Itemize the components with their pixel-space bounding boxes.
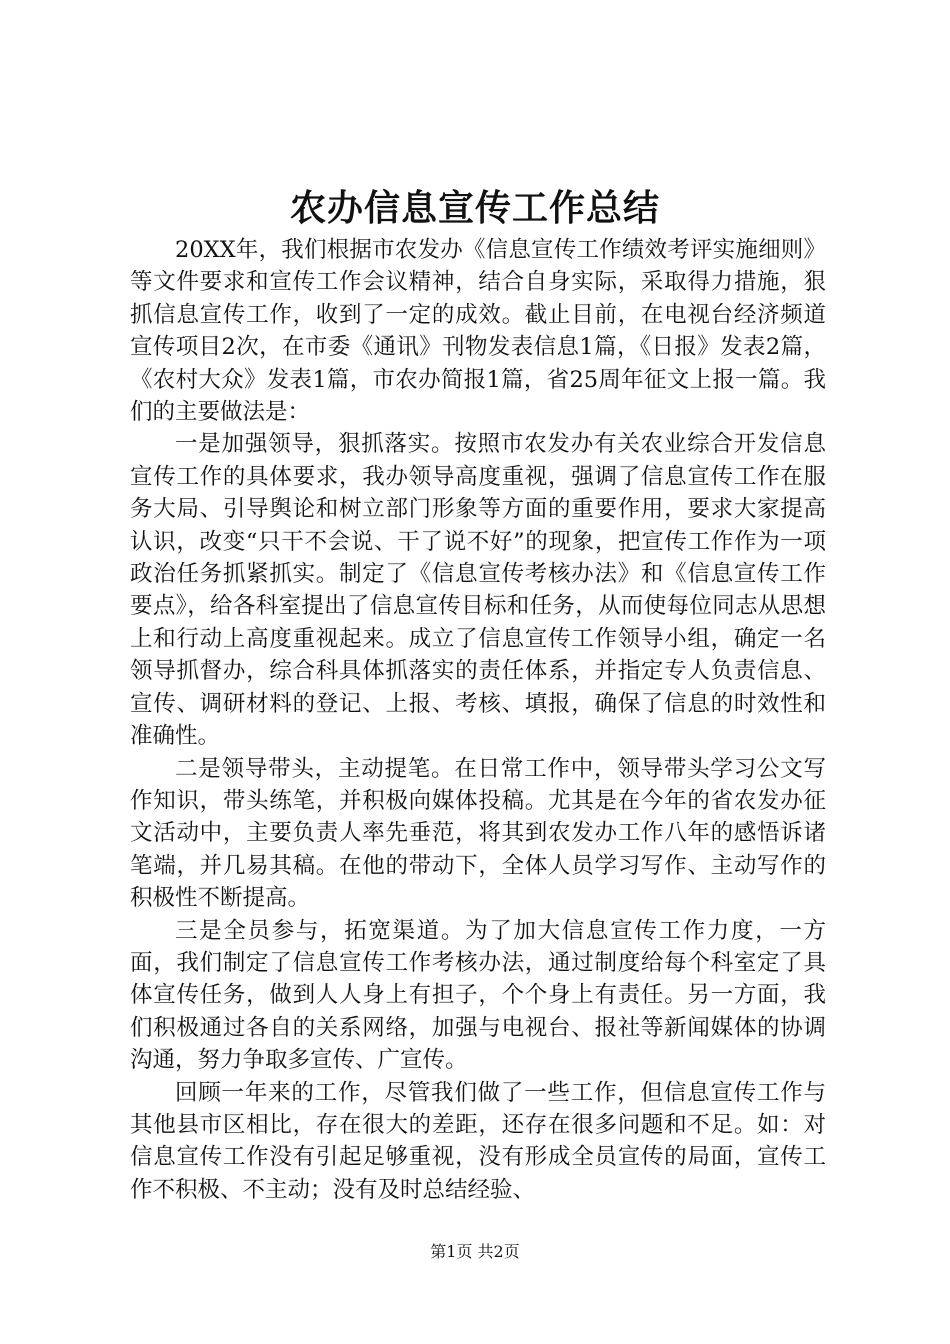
paragraph-leadership: 一是加强领导，狠抓落实。按照市农发办有关农业综合开发信息宣传工作的具体要求，我办领导高度重视，强调了信息宣传工作在服务大局、引导舆论和树立部门形象等方面的重要作用，要求大家提高认识，改变“只干不会说、干了说不好”的现象，把宣传工作作为一项政治任务抓紧抓实。制定了《信息宣传考核办法》和《信息宣传工作要点》，给各科室提出了信息宣传目标和任务，从而使每位同志从思想上和行动上高度重视起来。成立了信息宣传工作领导小组，确定一名领导抓督办，综合科具体抓落实的责任体系，并指定专人负责信息、宣传、调研材料的登记、上报、考核、填报，确保了信息的时效性和准确性。 [130, 431, 826, 750]
paragraph-lead-by-example: 二是领导带头，主动提笔。在日常工作中，领导带头学习公文写作知识，带头练笔，并积极向媒体投稿。尤其是在今年的省农发办征文活动中，主要负责人率先垂范，将其到农发办工作八年的感悟诉诸笔端，并几易其稿。在他的带动下，全体人员学习写作、主动写作的积极性不断提高。 [130, 755, 826, 912]
paragraph-intro: 20XX年，我们根据市农发办《信息宣传工作绩效考评实施细则》等文件要求和宣传工作会议精神，结合自身实际，采取得力措施，狠抓信息宣传工作，收到了一定的成效。截止目前，在电视台经济频道宣传项目2次，在市委《通讯》刊物发表信息1篇，《日报》发表2篇，《农村大众》发表1篇，市农办简报1篇，省25周年征文上报一篇。我们的主要做法是： [130, 237, 826, 426]
paragraph-review: 回顾一年来的工作，尽管我们做了一些工作，但信息宣传工作与其他县市区相比，存在很大的差距，还存在很多问题和不足。如：对信息宣传工作没有引起足够重视，没有形成全员宣传的局面，宣传工作不积极、不主动；没有及时总结经验、 [130, 1079, 826, 1203]
document-body [130, 234, 826, 1206]
page-number-footer: 第1页 共2页 [430, 1242, 520, 1261]
document-title: 农办信息宣传工作总结 [289, 187, 660, 229]
paragraph-participation: 三是全员参与，拓宽渠道。为了加大信息宣传工作力度，一方面，我们制定了信息宣传工作考核办法，通过制度给每个科室定了具体宣传任务，做到人人身上有担子，个个身上有责任。另一方面，我们积极通过各自的关系网络，加强与电视台、报社等新闻媒体的协调沟通，努力争取多宣传、广宣传。 [130, 917, 826, 1074]
